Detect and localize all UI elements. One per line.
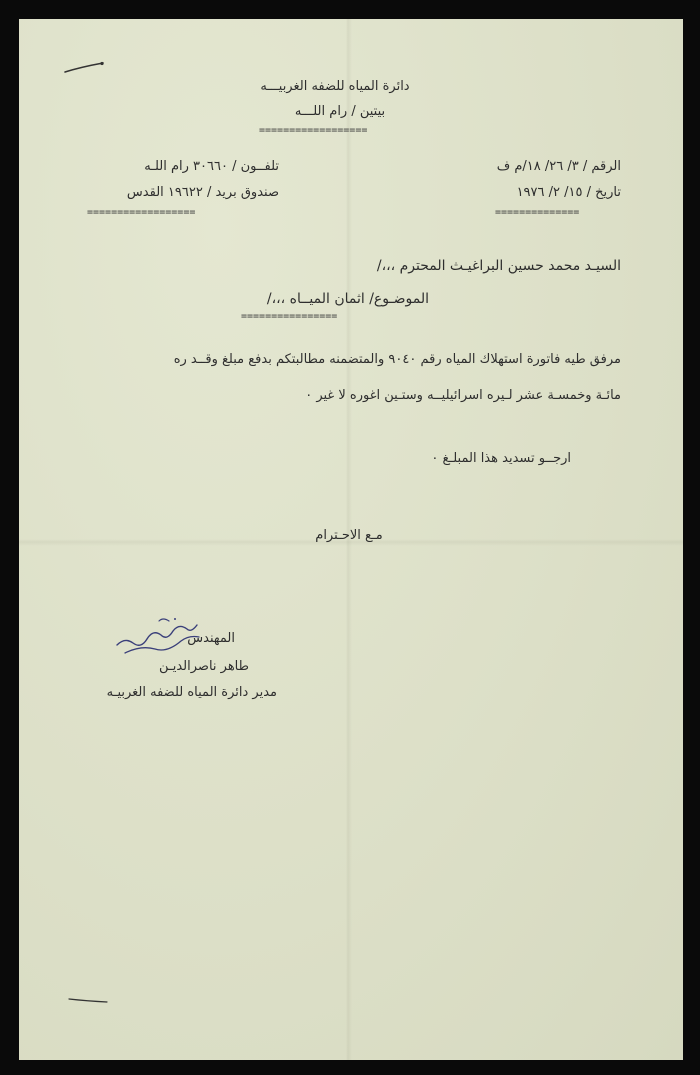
header-divider: ================== <box>259 125 368 136</box>
letter-page <box>19 19 683 1060</box>
phone-number: تلفــون / ٣٠٦٦٠ رام اللـه <box>144 159 279 174</box>
pen-mark <box>63 61 105 75</box>
reference-divider: ============== <box>495 207 580 218</box>
signatory-position: مدير دائرة المياه للضفه الغربيـه <box>106 685 277 700</box>
department-name: دائرة المياه للضفه الغربيـــه <box>260 79 410 94</box>
department-location: بيتين / رام اللـــه <box>294 104 386 119</box>
reference-number: الرقم / ٣/ ٢٦/ ١٨/م ف <box>496 159 621 174</box>
addressee: السيـد محمد حسين البراغيـث المحترم ،،،/ <box>376 258 621 274</box>
body-line-1: مرفق طيه فاتورة استهلاك المياه رقم ٩٠٤٠ والمتضمنه مطالبتكم بدفع مبلغ وقــد ره <box>173 352 621 367</box>
body-line-3: ارجــو تسديد هذا المبلـغ ٠ <box>431 451 571 466</box>
pen-mark <box>67 995 109 1005</box>
contact-divider: ================== <box>87 207 196 218</box>
subject-divider: ================ <box>241 311 338 322</box>
signatory-title: المهندس <box>187 631 235 646</box>
reference-date: تاريخ / ١٥/ ٢/ ١٩٧٦ <box>516 185 621 200</box>
body-line-2: مائـة وخمسـة عشر لـيره اسرائيليــه وستـين اغوره لا غير ٠ <box>305 388 621 403</box>
signatory-name: طاهر ناصرالديـن <box>159 659 249 674</box>
closing: مـع الاحـترام <box>315 528 383 543</box>
subject: الموضـوع/ اثمان الميــاه ،،،/ <box>266 291 429 307</box>
po-box: صندوق بريد / ١٩٦٢٢ القدس <box>126 185 279 200</box>
